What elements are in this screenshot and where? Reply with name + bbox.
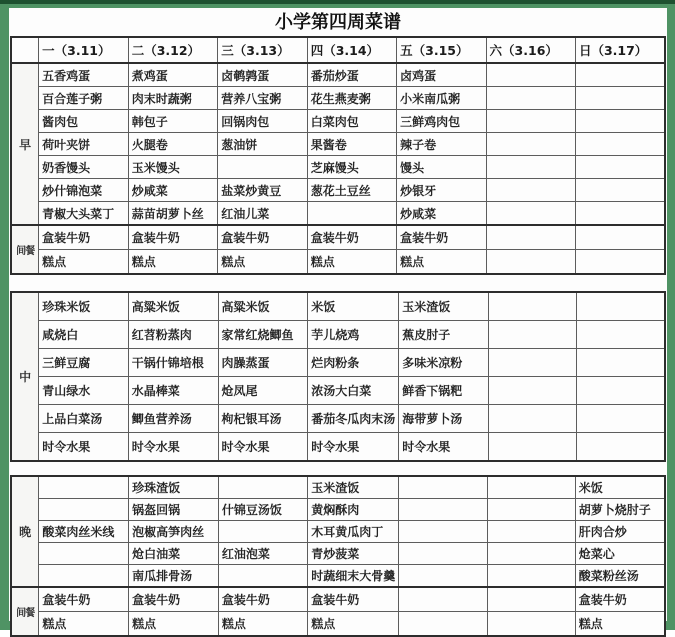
menu-cell: 糕点 xyxy=(397,250,486,275)
menu-cell xyxy=(575,250,665,275)
menu-cell: 糕点 xyxy=(308,612,399,637)
menu-cell: 红油泡菜 xyxy=(218,543,307,565)
menu-cell xyxy=(218,521,307,543)
menu-cell: 时令水果 xyxy=(308,433,399,462)
menu-cell xyxy=(486,63,575,87)
menu-cell: 烂肉粉条 xyxy=(308,349,399,377)
menu-cell xyxy=(486,156,575,179)
menu-cell xyxy=(487,543,575,565)
section-label: 早 xyxy=(11,63,39,225)
menu-cell xyxy=(575,63,665,87)
menu-cell xyxy=(486,133,575,156)
menu-cell: 时令水果 xyxy=(399,433,489,462)
column-header: 二（3.12） xyxy=(128,37,218,63)
menu-cell: 奶香馒头 xyxy=(39,156,129,179)
menu-cell: 葱花土豆丝 xyxy=(307,179,396,202)
menu-cell xyxy=(487,499,575,521)
menu-cell xyxy=(577,321,665,349)
menu-cell: 酸菜肉丝米线 xyxy=(39,521,129,543)
section-label: 晚 xyxy=(11,476,39,587)
menu-cell: 什锦豆汤饭 xyxy=(218,499,307,521)
menu-cell xyxy=(488,377,576,405)
menu-cell: 炒银牙 xyxy=(397,179,486,202)
menu-cell: 水晶棒菜 xyxy=(128,377,218,405)
menu-cell: 高粱米饭 xyxy=(128,292,218,321)
menu-cell: 珍珠米饭 xyxy=(39,292,129,321)
menu-cell: 红苕粉蒸肉 xyxy=(128,321,218,349)
menu-cell: 糕点 xyxy=(218,612,307,637)
menu-cell: 玉米渣饭 xyxy=(399,292,489,321)
menu-cell: 盒装牛奶 xyxy=(308,587,399,612)
menu-cell xyxy=(575,156,665,179)
menu-cell: 时令水果 xyxy=(128,433,218,462)
menu-cell xyxy=(39,543,129,565)
menu-cell: 盒装牛奶 xyxy=(129,587,219,612)
menu-cell xyxy=(488,433,576,462)
menu-cell: 鲫鱼营养汤 xyxy=(128,405,218,433)
column-header: 日（3.17） xyxy=(575,37,665,63)
menu-cell xyxy=(488,405,576,433)
menu-cell xyxy=(486,110,575,133)
menu-cell xyxy=(487,565,575,588)
menu-cell: 糕点 xyxy=(128,250,218,275)
menu-cell xyxy=(487,521,575,543)
column-header: 四（3.14） xyxy=(307,37,396,63)
menu-cell: 米饭 xyxy=(308,292,399,321)
menu-cell: 糕点 xyxy=(39,250,129,275)
menu-cell: 浓汤大白菜 xyxy=(308,377,399,405)
menu-table-block xyxy=(10,291,666,462)
menu-cell: 蕉皮肘子 xyxy=(399,321,489,349)
menu-cell xyxy=(488,292,576,321)
menu-cell: 盒装牛奶 xyxy=(575,587,665,612)
menu-cell: 酱肉包 xyxy=(39,110,129,133)
column-header: 六（3.16） xyxy=(486,37,575,63)
menu-cell: 五香鸡蛋 xyxy=(39,63,129,87)
menu-cell: 番茄冬瓜肉末汤 xyxy=(308,405,399,433)
menu-cell: 肝肉合炒 xyxy=(575,521,665,543)
menu-cell: 果酱卷 xyxy=(307,133,396,156)
section-label: 间餐 xyxy=(11,225,39,274)
menu-cell: 蒜苗胡萝卜丝 xyxy=(128,202,218,226)
menu-cell: 肉末时蔬粥 xyxy=(128,87,218,110)
menu-cell xyxy=(488,349,576,377)
menu-cell: 盒装牛奶 xyxy=(39,587,129,612)
menu-cell: 木耳黄瓜肉丁 xyxy=(308,521,399,543)
menu-cell: 芋儿烧鸡 xyxy=(308,321,399,349)
menu-cell: 回锅肉包 xyxy=(218,110,307,133)
menu-cell xyxy=(575,87,665,110)
menu-cell xyxy=(399,543,487,565)
menu-cell: 青椒大头菜丁 xyxy=(39,202,129,226)
menu-cell xyxy=(575,133,665,156)
menu-cell xyxy=(575,202,665,226)
menu-cell: 白菜肉包 xyxy=(307,110,396,133)
menu-cell: 家常红烧鲫鱼 xyxy=(218,321,308,349)
menu-cell: 糕点 xyxy=(129,612,219,637)
menu-table-block xyxy=(10,475,666,637)
menu-cell: 卤鸡蛋 xyxy=(397,63,486,87)
menu-cell: 卤鹌鹑蛋 xyxy=(218,63,307,87)
menu-cell xyxy=(486,202,575,226)
menu-cell: 盒装牛奶 xyxy=(218,587,307,612)
menu-cell: 时蔬细末大骨羹 xyxy=(308,565,399,588)
menu-cell: 盒装牛奶 xyxy=(307,225,396,250)
column-header: 五（3.15） xyxy=(397,37,486,63)
menu-cell xyxy=(399,565,487,588)
menu-cell: 炝白油菜 xyxy=(129,543,219,565)
menu-cell: 炒什锦泡菜 xyxy=(39,179,129,202)
menu-cell: 韩包子 xyxy=(128,110,218,133)
menu-cell xyxy=(399,499,487,521)
menu-cell xyxy=(577,377,665,405)
menu-cell: 高粱米饭 xyxy=(218,292,308,321)
menu-cell xyxy=(39,499,129,521)
menu-cell: 南瓜排骨汤 xyxy=(129,565,219,588)
menu-cell: 鲜香下锅粑 xyxy=(399,377,489,405)
menu-cell xyxy=(488,321,576,349)
menu-cell: 葱油饼 xyxy=(218,133,307,156)
menu-cell: 火腿卷 xyxy=(128,133,218,156)
menu-cell xyxy=(399,521,487,543)
menu-cell: 芝麻馒头 xyxy=(307,156,396,179)
menu-cell: 番茄炒蛋 xyxy=(307,63,396,87)
menu-cell: 锅盔回锅 xyxy=(129,499,219,521)
menu-cell xyxy=(218,156,307,179)
menu-cell xyxy=(486,179,575,202)
menu-cell: 糕点 xyxy=(39,612,129,637)
menu-cell: 炝菜心 xyxy=(575,543,665,565)
menu-cell xyxy=(39,476,129,499)
menu-cell: 辣子卷 xyxy=(397,133,486,156)
menu-cell: 煮鸡蛋 xyxy=(128,63,218,87)
menu-cell xyxy=(487,612,575,637)
menu-cell: 枸杞银耳汤 xyxy=(218,405,308,433)
menu-cell: 米饭 xyxy=(575,476,665,499)
menu-cell xyxy=(577,405,665,433)
menu-cell: 上品白菜汤 xyxy=(39,405,129,433)
menu-cell xyxy=(399,476,487,499)
menu-cell: 玉米馒头 xyxy=(128,156,218,179)
menu-cell xyxy=(218,565,307,588)
menu-cell xyxy=(307,202,396,226)
menu-cell xyxy=(577,433,665,462)
menu-cell: 海带萝卜汤 xyxy=(399,405,489,433)
menu-cell xyxy=(575,179,665,202)
menu-cell: 玉米渣饭 xyxy=(308,476,399,499)
menu-cell: 糕点 xyxy=(218,250,307,275)
menu-cell: 干锅什锦培根 xyxy=(128,349,218,377)
menu-cell xyxy=(399,612,487,637)
menu-cell: 胡萝卜烧肘子 xyxy=(575,499,665,521)
menu-cell: 青山绿水 xyxy=(39,377,129,405)
section-spacer xyxy=(10,275,666,291)
menu-cell: 肉臊蒸蛋 xyxy=(218,349,308,377)
menu-cell: 三鲜鸡肉包 xyxy=(397,110,486,133)
menu-cell: 三鲜豆腐 xyxy=(39,349,129,377)
menu-cell: 百合莲子粥 xyxy=(39,87,129,110)
section-label: 间餐 xyxy=(11,587,39,636)
menu-cell: 酸菜粉丝汤 xyxy=(575,565,665,588)
menu-cell: 花生燕麦粥 xyxy=(307,87,396,110)
section-label: 中 xyxy=(11,292,39,461)
column-header: 一（3.11） xyxy=(39,37,129,63)
menu-cell: 时令水果 xyxy=(218,433,308,462)
menu-cell xyxy=(218,476,307,499)
menu-cell xyxy=(575,110,665,133)
menu-cell: 小米南瓜粥 xyxy=(397,87,486,110)
menu-cell xyxy=(486,250,575,275)
menu-cell: 糕点 xyxy=(575,612,665,637)
column-header: 三（3.13） xyxy=(218,37,307,63)
menu-cell xyxy=(399,587,487,612)
menu-cell: 多味米凉粉 xyxy=(399,349,489,377)
menu-cell xyxy=(39,565,129,588)
menu-cell: 黄焖酥肉 xyxy=(308,499,399,521)
menu-table xyxy=(10,36,666,637)
menu-cell: 盒装牛奶 xyxy=(39,225,129,250)
menu-cell xyxy=(486,87,575,110)
menu-table-block xyxy=(10,36,666,275)
content-area xyxy=(9,8,667,631)
menu-cell: 营养八宝粥 xyxy=(218,87,307,110)
menu-cell: 泡椒高笋肉丝 xyxy=(129,521,219,543)
menu-cell: 青炒菠菜 xyxy=(308,543,399,565)
menu-cell: 炝凤尾 xyxy=(218,377,308,405)
page-title: 小学第四周菜谱 xyxy=(275,12,401,33)
menu-cell: 盒装牛奶 xyxy=(397,225,486,250)
menu-cell: 盒装牛奶 xyxy=(128,225,218,250)
menu-cell: 荷叶夹饼 xyxy=(39,133,129,156)
menu-cell: 时令水果 xyxy=(39,433,129,462)
menu-cell xyxy=(486,225,575,250)
menu-cell: 炒咸菜 xyxy=(128,179,218,202)
menu-cell xyxy=(577,292,665,321)
menu-cell: 红油儿菜 xyxy=(218,202,307,226)
menu-cell: 珍珠渣饭 xyxy=(129,476,219,499)
menu-cell: 馒头 xyxy=(397,156,486,179)
menu-cell xyxy=(487,476,575,499)
menu-cell: 糕点 xyxy=(307,250,396,275)
menu-cell xyxy=(577,349,665,377)
menu-cell: 咸烧白 xyxy=(39,321,129,349)
corner-cell xyxy=(11,37,39,63)
menu-cell: 盒装牛奶 xyxy=(218,225,307,250)
menu-cell xyxy=(487,587,575,612)
section-spacer xyxy=(10,462,666,475)
menu-cell xyxy=(575,225,665,250)
menu-cell: 炒咸菜 xyxy=(397,202,486,226)
menu-cell: 盐菜炒黄豆 xyxy=(218,179,307,202)
